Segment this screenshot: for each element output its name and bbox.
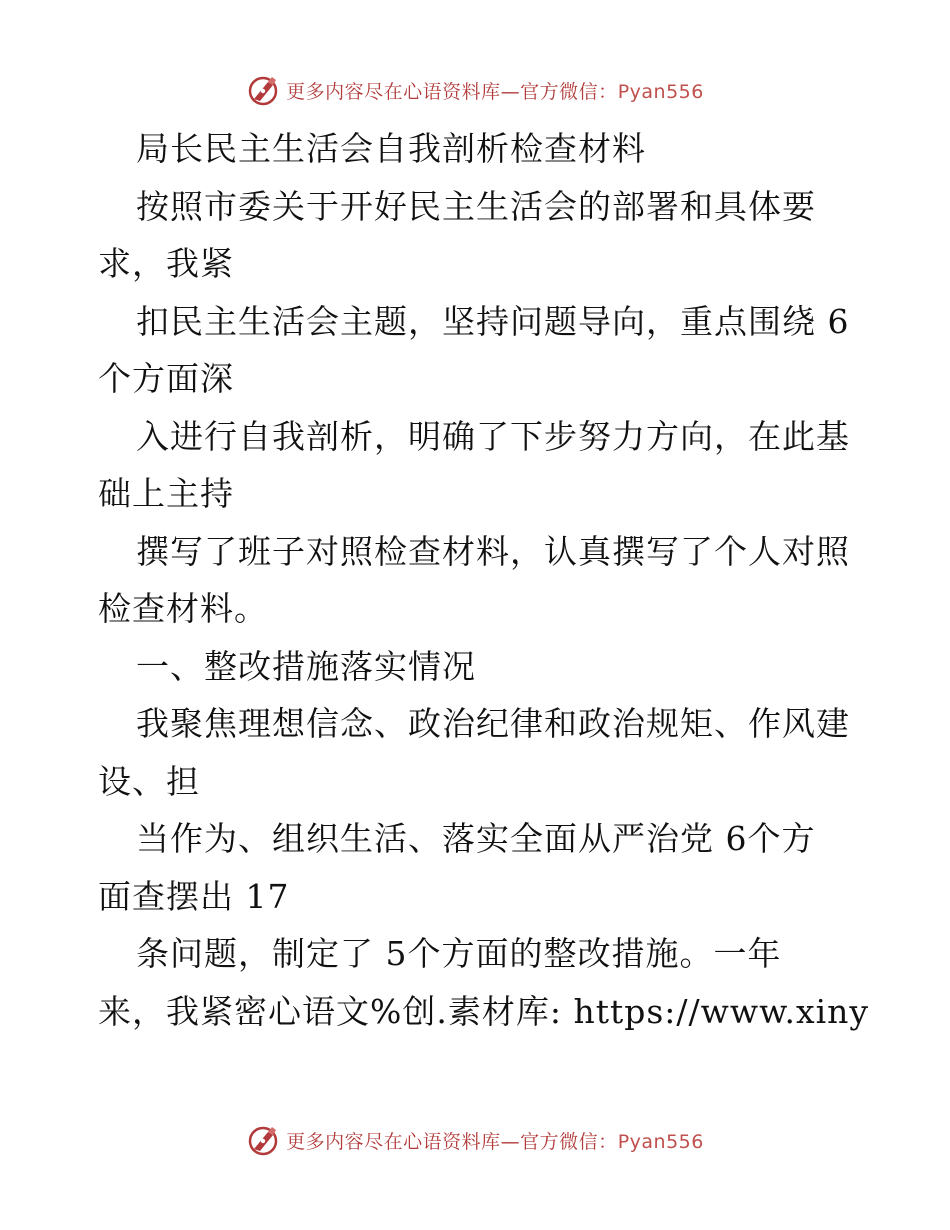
- watermark-separator: —: [500, 1130, 521, 1153]
- text-line: 检查材料。: [98, 589, 268, 628]
- text-line: 当作为、组织生活、落实全面从严治党 6个方: [136, 819, 816, 858]
- watermark-title: 更多内容尽在心语资料库: [286, 80, 501, 103]
- text-line: 设、担: [98, 761, 200, 801]
- text-line: 条问题，制定了 5个方面的整改措施。一年: [136, 934, 782, 973]
- header-watermark: [0, 70, 950, 110]
- watermark-text: [286, 77, 704, 104]
- text-line: 按照市委关于开好民主生活会的部署和具体要: [136, 186, 816, 226]
- watermark-wechat-id: Pyan556: [617, 80, 704, 103]
- watermark-text: [286, 1127, 704, 1154]
- text-line: 扣民主生活会主题，坚持问题导向，重点围绕 6: [136, 301, 850, 341]
- text-line: 来，我紧密心语文%创.素材库: https://www.xiny: [98, 991, 870, 1031]
- watermark-wechat-label: 官方微信：: [520, 80, 618, 103]
- text-line: 求，我紧: [98, 244, 234, 283]
- document-title: 局长民主生活会自我剖析检查材料: [136, 129, 646, 168]
- pen-nib-logo-icon: [246, 1123, 280, 1157]
- text-line: 础上主持: [98, 474, 234, 513]
- watermark-wechat-label: 官方微信：: [520, 1130, 618, 1153]
- text-line: 我聚焦理想信念、政治纪律和政治规矩、作风建: [136, 704, 850, 743]
- text-line: 个方面深: [98, 359, 234, 398]
- text-line: 撰写了班子对照检查材料，认真撰写了个人对照: [136, 531, 850, 571]
- watermark-separator: —: [500, 80, 521, 103]
- section-heading: 一、整改措施落实情况: [136, 646, 476, 686]
- document-body: [98, 120, 870, 1040]
- watermark-wechat-id: Pyan556: [617, 1130, 704, 1153]
- pen-nib-logo-icon: [246, 73, 280, 107]
- text-line: 面查摆出 17: [98, 876, 290, 916]
- text-line: 入进行自我剖析，明确了下步努力方向，在此基: [136, 416, 850, 456]
- watermark-title: 更多内容尽在心语资料库: [286, 1130, 501, 1153]
- footer-watermark: [0, 1120, 950, 1160]
